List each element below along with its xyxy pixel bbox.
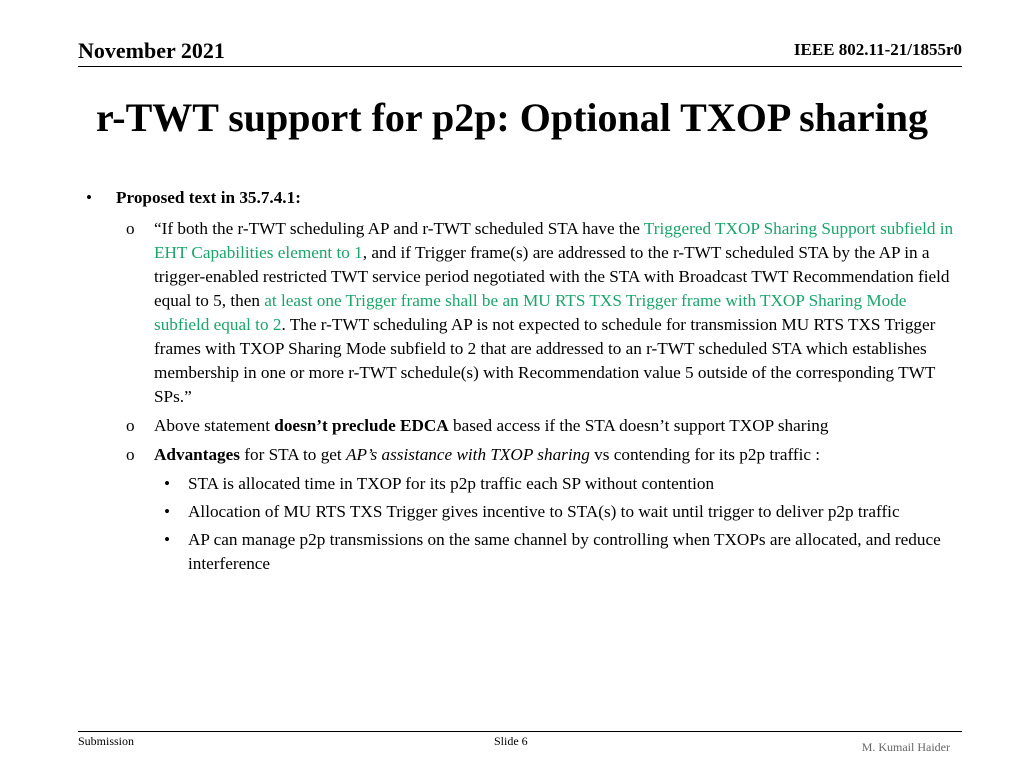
header-divider [78, 66, 962, 67]
advantage-item [84, 472, 964, 496]
slide-title: r-TWT support for p2p: Optional TXOP sharing [95, 95, 929, 140]
bullet-marker: • [164, 530, 171, 549]
quoted-proposed-text [84, 217, 964, 409]
statement-item [84, 414, 964, 438]
bullet-marker: • [86, 188, 93, 207]
sub-bullet-marker: o [126, 219, 135, 238]
bullet-marker: • [164, 502, 171, 521]
footer-author: M. Kumail Haider [861, 740, 950, 754]
advantage-text: Allocation of MU RTS TXS Trigger gives incentive to STA(s) to wait until trigger to deliver p2p traffic [188, 502, 900, 521]
advantage-text: AP can manage p2p transmissions on the same channel by controlling when TXOPs are allocated, and reduce interference [188, 530, 941, 573]
slide-body [84, 186, 964, 580]
header-date: November 2021 [78, 38, 225, 63]
header-doc-id: IEEE 802.11-21/1855r0 [793, 40, 962, 59]
sub-bullet-marker: o [126, 445, 135, 464]
quote-highlight-1: Triggered TXOP Sharing Support subfield in EHT Capabilities element to 1 [154, 219, 954, 262]
quote-highlight-2: at least one Trigger frame shall be an MU RTS TXS Trigger frame with TXOP Sharing Mode subfield equal to 2 [154, 291, 907, 334]
advantage-item [84, 500, 964, 524]
quote-part-2: , and if Trigger frame(s) are addressed to the r-TWT scheduled STA by the AP in a trigger-enabled restricted TWT service period negotiated with the STA with Broadcast TWT Recommendation field equal to 5, then [154, 243, 950, 310]
advantages-bold: Advantages [154, 445, 240, 464]
bullet-marker: • [164, 474, 171, 493]
statement-post: based access if the STA doesn’t support TXOP sharing [448, 416, 829, 435]
sub-bullet-marker: o [126, 416, 135, 435]
bullet-proposed-text [84, 186, 964, 210]
statement-bold: doesn’t preclude EDCA [274, 416, 449, 435]
advantages-item [84, 443, 964, 467]
statement-pre: Above statement [154, 416, 275, 435]
advantage-item [84, 528, 964, 576]
quote-part-1: “If both the r-TWT scheduling AP and r-TWT scheduled STA have the [154, 219, 644, 238]
advantages-italic: AP’s assistance with TXOP sharing [346, 445, 590, 464]
advantages-post: vs contending for its p2p traffic : [589, 445, 821, 464]
advantage-text: STA is allocated time in TXOP for its p2p traffic each SP without contention [188, 474, 715, 493]
bullet-text: Proposed text in 35.7.4.1: [116, 188, 301, 207]
slide-number: Slide 6 [494, 734, 528, 748]
quote-part-3: . The r-TWT scheduling AP is not expected to schedule for transmission MU RTS TXS Trigger frames with TXOP Sharing Mode subfield to 2 that are addressed to an r-TWT scheduled STA which establishes membership in one or more r-TWT schedule(s) with Recommendation value 5 outside of the corresponding TWT SPs.” [154, 315, 936, 406]
footer-submission: Submission [78, 734, 135, 748]
advantages-pre: for STA to get [239, 445, 346, 464]
footer-divider [78, 731, 962, 732]
